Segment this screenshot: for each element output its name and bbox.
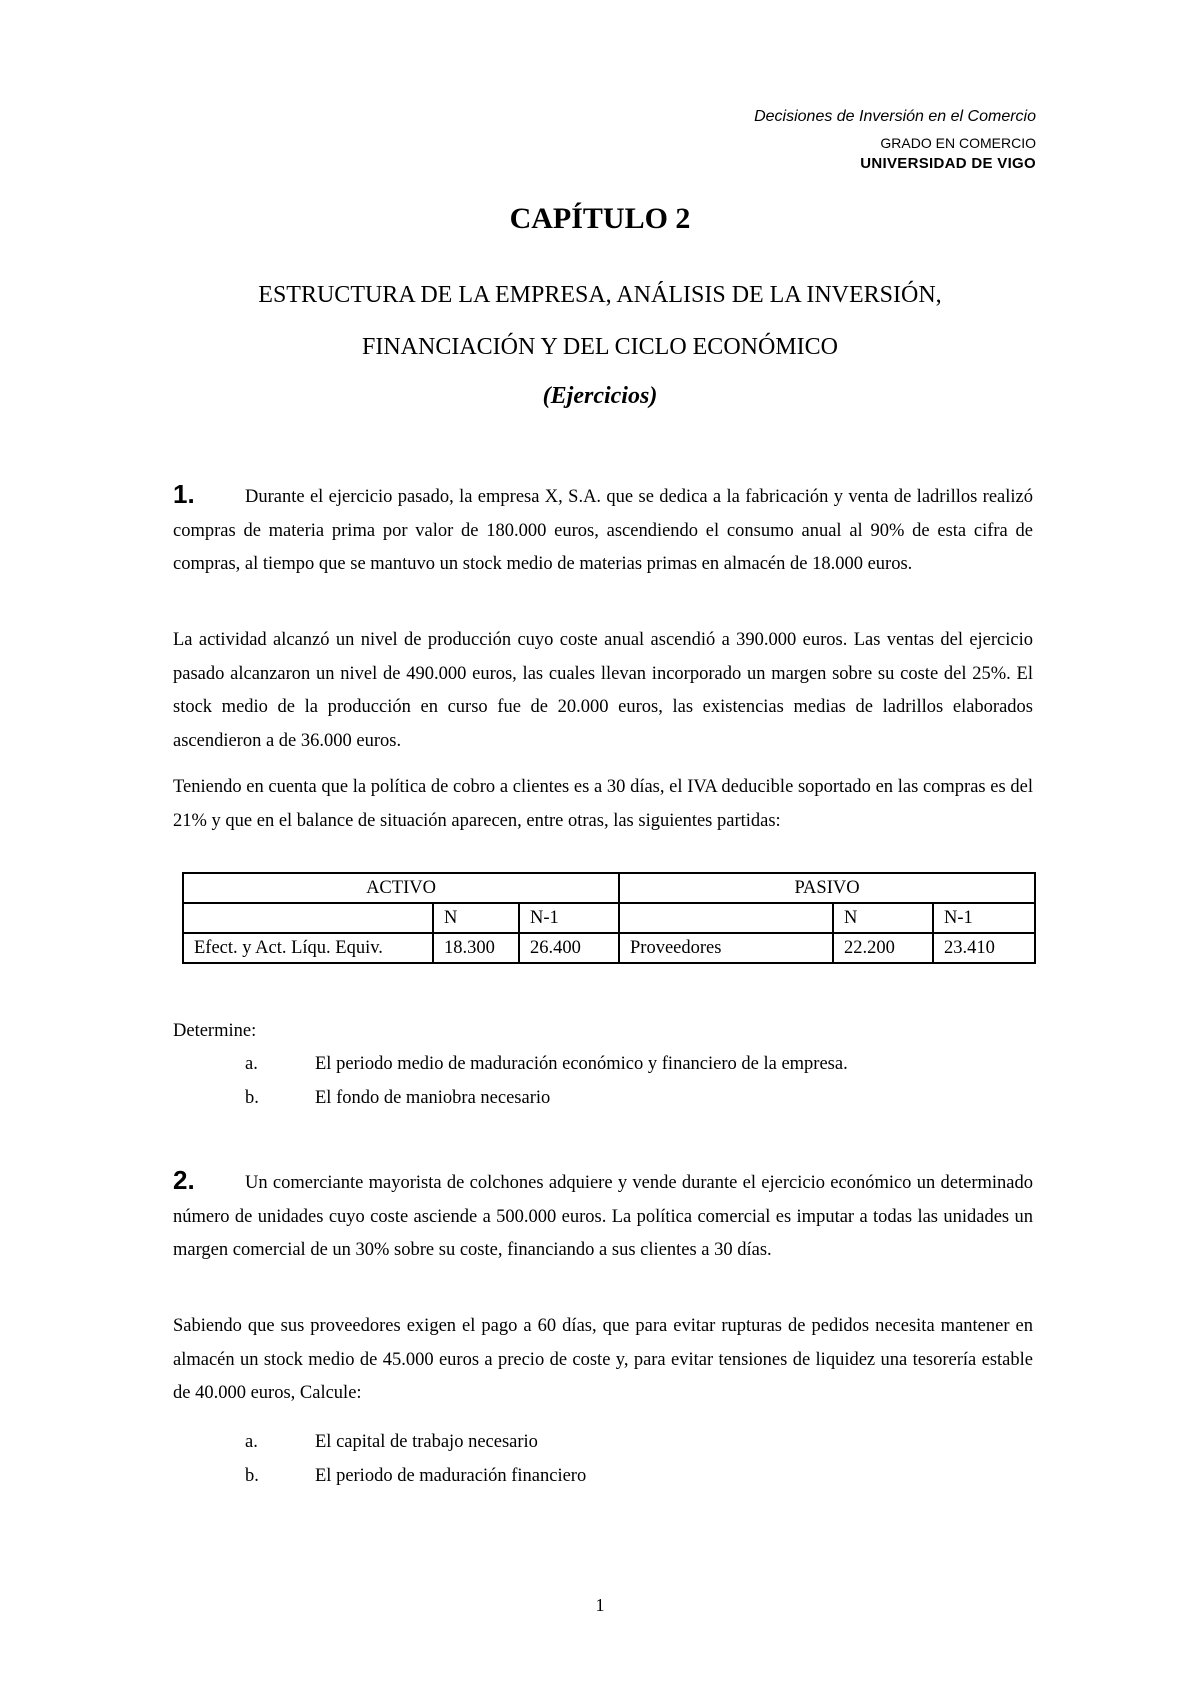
- empty-cell: [619, 903, 833, 933]
- exercise1-paragraph2: La actividad alcanzó un nivel de producción cuyo coste anual ascendió a 390.000 euros. Las ventas del ejercicio pasado alcanzaron un nivel de 490.000 euros, las cuales llevan incorporado un margen sobre su coste del 25%. El stock medio de la producción en curso fue de 20.000 euros, las existencias medias de ladrillos elaborados ascendieron a de 36.000 euros.: [173, 630, 1033, 751]
- table-subheader-row: [183, 903, 1035, 933]
- list-item-letter: b.: [245, 1466, 259, 1486]
- exercise1-paragraph3: Teniendo en cuenta que la política de cobro a clientes es a 30 días, el IVA deducible soportado en las compras es del 21% y que en el balance de situación aparecen, entre otras, las siguientes partidas:: [173, 777, 1033, 831]
- list-item-text: El capital de trabajo necesario: [315, 1432, 538, 1452]
- pasivo-label: Proveedores: [619, 933, 833, 963]
- activo-n1-value: 26.400: [519, 933, 619, 963]
- balance-table: [182, 872, 1036, 964]
- table-header-row: [183, 873, 1035, 903]
- list-item-text: El periodo de maduración financiero: [315, 1466, 587, 1486]
- list-item: [245, 1088, 550, 1109]
- pasivo-n1-value: 23.410: [933, 933, 1035, 963]
- exercise1-number: 1.: [173, 479, 195, 509]
- activo-col-n1: N-1: [519, 903, 619, 933]
- page-number: 1: [595, 1595, 605, 1615]
- list-item: [245, 1054, 848, 1075]
- chapter-subtitle-line1: ESTRUCTURA DE LA EMPRESA, ANÁLISIS DE LA INVERSIÓN,: [258, 282, 942, 308]
- university-name: UNIVERSIDAD DE VIGO: [860, 155, 1036, 172]
- exercise1-paragraph1-text: Durante el ejercicio pasado, la empresa X, S.A. que se dedica a la fabricación y venta de ladrillos realizó compras de materia prima por valor de 180.000 euros, ascendiendo el consumo anual al 90% de esta cifra de compras, al tiempo que se mantuvo un stock medio de materias primas en almacén de 18.000 euros.: [173, 487, 1033, 574]
- exercise2-paragraph1-text: Un comerciante mayorista de colchones adquiere y vende durante el ejercicio económico un determinado número de unidades cuyo coste asciende a 500.000 euros. La política comercial es imputar a todas las unidades un margen comercial de un 30% sobre su coste, financiando a sus clientes a 30 días.: [173, 1173, 1033, 1260]
- pasivo-header: PASIVO: [619, 873, 1035, 903]
- activo-col-n: N: [433, 903, 519, 933]
- exercise2-number: 2.: [173, 1165, 195, 1195]
- activo-label: Efect. y Act. Líqu. Equiv.: [183, 933, 433, 963]
- list-item: [245, 1466, 586, 1487]
- exercise1-paragraph1: [173, 478, 1033, 582]
- exercise2-paragraph1: [173, 1164, 1033, 1268]
- pasivo-col-n1: N-1: [933, 903, 1035, 933]
- chapter-title: CAPÍTULO 2: [509, 202, 691, 235]
- course-name: Decisiones de Inversión en el Comercio: [754, 108, 1036, 125]
- pasivo-n-value: 22.200: [833, 933, 933, 963]
- degree-name: GRADO EN COMERCIO: [880, 135, 1036, 151]
- empty-cell: [183, 903, 433, 933]
- list-item-letter: b.: [245, 1088, 259, 1108]
- table-row: [183, 933, 1035, 963]
- chapter-subtitle-exercises: (Ejercicios): [542, 383, 658, 409]
- activo-header: ACTIVO: [183, 873, 619, 903]
- list-item-letter: a.: [245, 1432, 258, 1452]
- exercise2-paragraph2: Sabiendo que sus proveedores exigen el pago a 60 días, que para evitar rupturas de pedidos necesita mantener en almacén un stock medio de 45.000 euros a precio de coste y, para evitar tensiones de liquidez una tesorería estable de 40.000 euros, Calcule:: [173, 1316, 1033, 1403]
- activo-n-value: 18.300: [433, 933, 519, 963]
- pasivo-col-n: N: [833, 903, 933, 933]
- exercise1-determine: Determine:: [173, 1021, 257, 1041]
- list-item-letter: a.: [245, 1054, 258, 1074]
- list-item: [245, 1432, 538, 1453]
- list-item-text: El fondo de maniobra necesario: [315, 1088, 551, 1108]
- list-item-text: El periodo medio de maduración económico y financiero de la empresa.: [315, 1054, 848, 1074]
- chapter-subtitle-line2: FINANCIACIÓN Y DEL CICLO ECONÓMICO: [362, 334, 838, 360]
